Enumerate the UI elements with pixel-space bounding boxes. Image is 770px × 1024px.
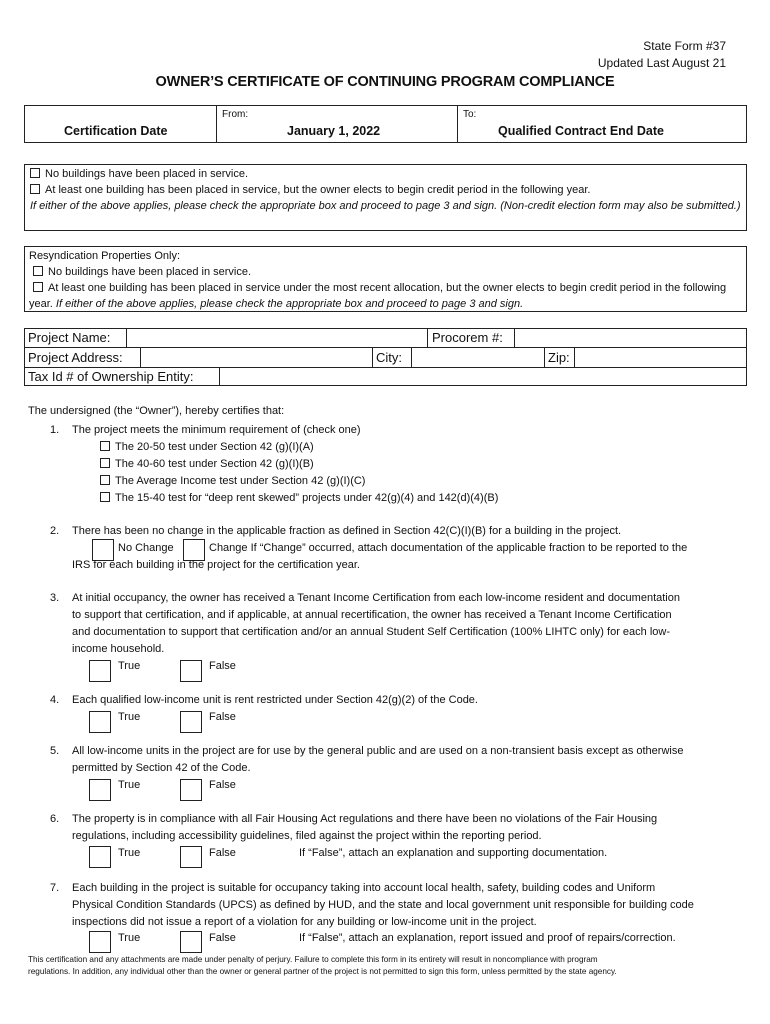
project-name-field[interactable] bbox=[127, 329, 426, 346]
item-7-true-checkbox[interactable] bbox=[89, 931, 111, 953]
item-number: 1. bbox=[50, 424, 60, 436]
resyndication-heading: Resyndication Properties Only: bbox=[29, 250, 181, 262]
item-3-true-checkbox[interactable] bbox=[89, 660, 111, 682]
tax-id-field[interactable] bbox=[220, 368, 746, 385]
test-15-40-label: The 15-40 test for “deep rent skewed” projects under 42(g)(4) and 142(d)(4)(B) bbox=[115, 492, 499, 504]
item-3-line: income household. bbox=[72, 643, 165, 655]
page-title: OWNER’S CERTIFICATE OF CONTINUING PROGRAM COMPLIANCE bbox=[155, 74, 615, 90]
true-label: True bbox=[118, 779, 141, 791]
item-5-false-checkbox[interactable] bbox=[180, 779, 202, 801]
false-label: False bbox=[209, 932, 236, 944]
item-2-text: There has been no change in the applicable fraction as defined in Section 42(C)(I)(B) for a building in the project. bbox=[72, 525, 622, 537]
item-7-line: Each building in the project is suitable for occupancy taking into account local health, safety, building codes and Uniform bbox=[72, 882, 656, 894]
form-number: State Form #37 bbox=[643, 39, 726, 53]
updated-date: Updated Last August 21 bbox=[597, 56, 726, 70]
true-label: True bbox=[118, 847, 141, 859]
item-number: 2. bbox=[50, 525, 60, 537]
item-6-false-checkbox[interactable] bbox=[180, 846, 202, 868]
box2-note: If either of the above applies, please check the appropriate box and proceed to page 3 and sign. bbox=[55, 298, 524, 310]
tax-id-label: Tax Id # of Ownership Entity: bbox=[28, 369, 194, 384]
item-5-true-checkbox[interactable] bbox=[89, 779, 111, 801]
item-6-line: regulations, including accessibility guidelines, filed against the project within the reporting period. bbox=[72, 830, 542, 842]
true-label: True bbox=[118, 660, 141, 672]
test-20-50-checkbox[interactable] bbox=[100, 441, 110, 451]
project-address-label: Project Address: bbox=[28, 350, 123, 365]
resyn-one-building-checkbox[interactable] bbox=[33, 282, 43, 292]
from-date[interactable]: January 1, 2022 bbox=[287, 124, 381, 138]
intro-text: The undersigned (the “Owner”), hereby certifies that: bbox=[28, 405, 285, 417]
test-40-60-checkbox[interactable] bbox=[100, 458, 110, 468]
certification-date-label: Certification Date bbox=[64, 124, 168, 138]
to-label: To: bbox=[463, 109, 477, 120]
test-20-50-label: The 20-50 test under Section 42 (g)(I)(A) bbox=[115, 441, 314, 453]
zip-field[interactable] bbox=[575, 348, 746, 366]
false-label: False bbox=[209, 847, 236, 859]
item-6-line: The property is in compliance with all Fair Housing Act regulations and there have been no violations of the Fair Housing bbox=[72, 813, 658, 825]
resyn-no-buildings-checkbox[interactable] bbox=[33, 266, 43, 276]
true-label: True bbox=[118, 932, 141, 944]
test-15-40-checkbox[interactable] bbox=[100, 492, 110, 502]
item-6-false-note: If “False”, attach an explanation and supporting documentation. bbox=[299, 847, 608, 859]
from-label: From: bbox=[222, 109, 249, 120]
change-label: Change If “Change” occurred, attach documentation of the applicable fraction to be reported to the bbox=[209, 542, 688, 554]
item-5-line: permitted by Section 42 of the Code. bbox=[72, 762, 251, 774]
item-number: 3. bbox=[50, 592, 60, 604]
item-3-false-checkbox[interactable] bbox=[180, 660, 202, 682]
false-label: False bbox=[209, 660, 236, 672]
no-buildings-checkbox[interactable] bbox=[30, 168, 40, 178]
item-7-line: inspections did not issue a report of a violation for any building or low-income unit in the project. bbox=[72, 916, 537, 928]
no-change-label: No Change bbox=[118, 542, 174, 554]
perjury-footer bbox=[28, 954, 748, 978]
item-number: 5. bbox=[50, 745, 60, 757]
footer-line: This certification and any attachments are made under penalty of perjury. Failure to complete this form in its entirety will result in noncompliance with program bbox=[28, 955, 598, 964]
test-40-60-label: The 40-60 test under Section 42 (g)(I)(B) bbox=[115, 458, 314, 470]
item-2-continued: IRS for each building in the project for the certification year. bbox=[72, 559, 360, 571]
false-label: False bbox=[209, 711, 236, 723]
procorem-label: Procorem #: bbox=[432, 330, 503, 345]
zip-label: Zip: bbox=[548, 350, 570, 365]
item-7-false-checkbox[interactable] bbox=[180, 931, 202, 953]
false-label: False bbox=[209, 779, 236, 791]
true-label: True bbox=[118, 711, 141, 723]
item-4-true-checkbox[interactable] bbox=[89, 711, 111, 733]
no-buildings-label: No buildings have been placed in service. bbox=[45, 168, 249, 180]
item-number: 7. bbox=[50, 882, 60, 894]
item-1-text: The project meets the minimum requirement of (check one) bbox=[72, 424, 361, 436]
item-7-line: Physical Condition Standards (UPCS) as defined by HUD, and the state and local government unit responsible for building code bbox=[72, 899, 694, 911]
project-name-label: Project Name: bbox=[28, 330, 111, 345]
to-date[interactable]: Qualified Contract End Date bbox=[498, 124, 664, 138]
resyn-no-buildings-label: No buildings have been placed in service. bbox=[48, 266, 252, 278]
item-5-line: All low-income units in the project are for use by the general public and are used on a non-transient basis except as otherwise bbox=[72, 745, 684, 757]
item-number: 4. bbox=[50, 694, 60, 706]
procorem-field[interactable] bbox=[515, 329, 746, 346]
item-6-true-checkbox[interactable] bbox=[89, 846, 111, 868]
project-address-field[interactable] bbox=[141, 348, 371, 366]
item-3-line: At initial occupancy, the owner has received a Tenant Income Certification from each low-income resident and documentation bbox=[72, 592, 680, 604]
box1-note: If either of the above applies, please check the appropriate box and proceed to page 3 and sign. (Non-credit election form may also be submitted.) bbox=[30, 200, 741, 212]
item-number: 6. bbox=[50, 813, 60, 825]
item-3-line: to support that certification, and if applicable, at annual recertification, the owner has received a Tenant Income Certification bbox=[72, 609, 672, 621]
item-7-false-note: If “False”, attach an explanation, report issued and proof of repairs/correction. bbox=[299, 932, 676, 944]
item-3-line: and documentation to support that certification and/or an annual Student Self Certification (100% LIHTC only) for each low- bbox=[72, 626, 671, 638]
resyn-one-building-label: At least one building has been placed in service under the most recent allocation, but the owner elects to begin credit period in the following year. bbox=[29, 282, 727, 310]
average-income-checkbox[interactable] bbox=[100, 475, 110, 485]
city-field[interactable] bbox=[412, 348, 543, 366]
footer-line: regulations. In addition, any individual other than the owner or general partner of the project is not permitted to sign this form, unless permitted by the state agency. bbox=[28, 967, 617, 976]
item-4-text: Each qualified low-income unit is rent restricted under Section 42(g)(2) of the Code. bbox=[72, 694, 478, 706]
item-4-false-checkbox[interactable] bbox=[180, 711, 202, 733]
one-building-label: At least one building has been placed in service, but the owner elects to begin credit period in the following year. bbox=[45, 184, 591, 196]
city-label: City: bbox=[376, 350, 402, 365]
one-building-checkbox[interactable] bbox=[30, 184, 40, 194]
average-income-label: The Average Income test under Section 42 (g)(I)(C) bbox=[115, 475, 366, 487]
